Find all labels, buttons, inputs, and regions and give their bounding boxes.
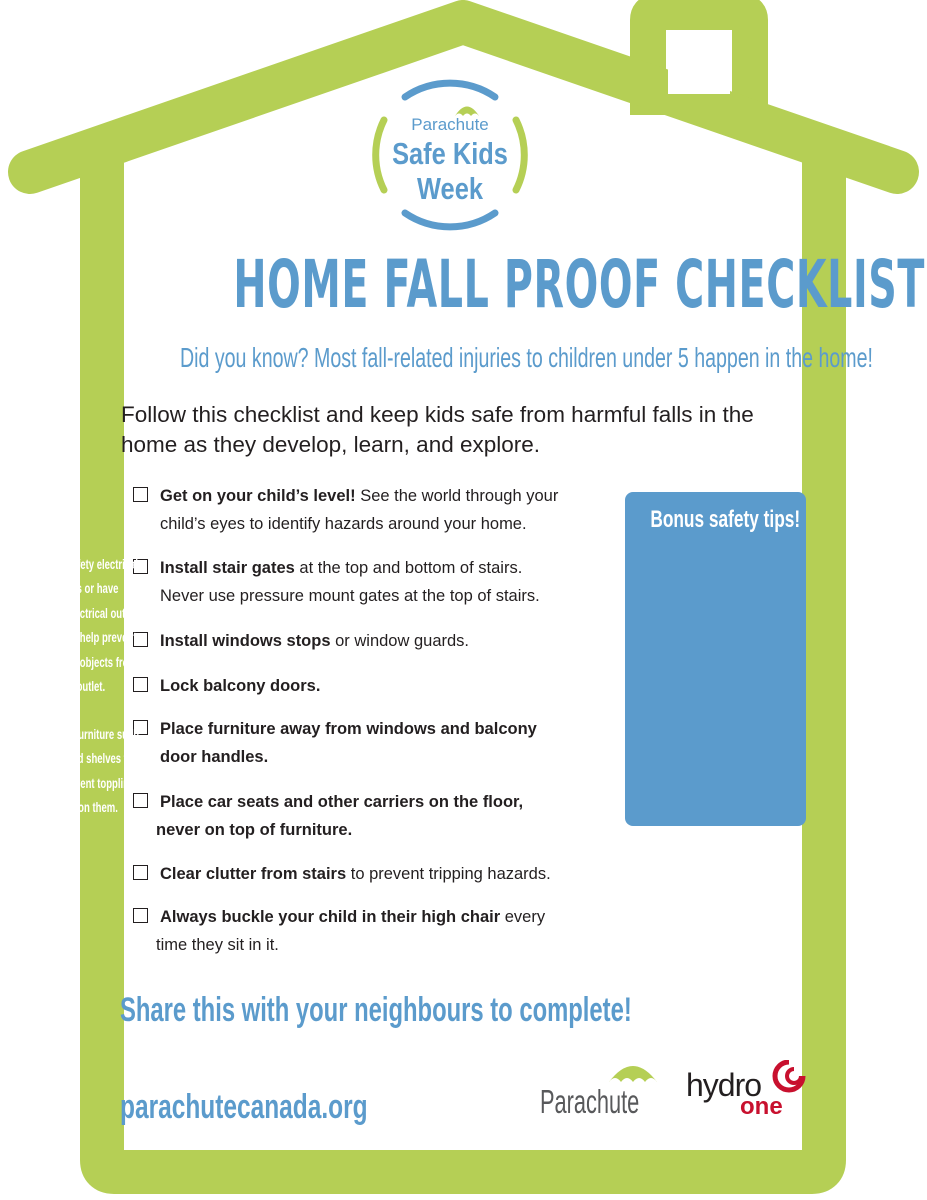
bonus-line: plugs or covers or have — [11, 580, 119, 597]
checkbox[interactable] — [133, 487, 148, 502]
share-message: Share this with your neighbours to complete! — [120, 991, 632, 1029]
parachute-sponsor-name: Parachute — [540, 1083, 640, 1120]
item-bold: Place furniture away from windows and balcony — [160, 720, 537, 738]
checkbox[interactable] — [133, 908, 148, 923]
checklist-item — [130, 715, 620, 771]
website-link[interactable]: parachutecanada.org — [120, 1088, 368, 1126]
hydro-sponsor-name: hydro — [686, 1067, 762, 1103]
item-bold: Get on your child’s level! — [160, 487, 356, 505]
item-text-line2: Never use pressure mount gates at the top of stairs. — [160, 587, 540, 605]
logo-line-2: Week — [417, 171, 483, 206]
checkbox[interactable] — [133, 865, 148, 880]
bonus-line: child-safety electrical outlets — [11, 604, 142, 621]
bonus-line: little fingers or objects from — [11, 653, 137, 670]
bonus-tip-2 — [11, 722, 167, 820]
bonus-line: going into the outlet. — [11, 678, 106, 695]
item-bold: Install windows stops — [160, 632, 331, 650]
bonus-line: Install child-safety electrical — [11, 556, 138, 572]
logo-line-1: Safe Kids — [392, 136, 508, 171]
item-text: at the top and bottom of stairs. — [294, 559, 523, 577]
checklist-item — [130, 482, 620, 538]
item-bold: Place car seats and other carriers on the floor, — [160, 793, 524, 811]
item-bold: Clear clutter from stairs — [160, 865, 347, 883]
bonus-tips-box — [625, 492, 806, 826]
logo-parachute-text: Parachute — [411, 115, 489, 134]
item-bold: Lock balcony doors. — [160, 677, 321, 695]
checklist-item — [130, 903, 620, 959]
bonus-line: Secure heavy furniture such — [11, 726, 140, 742]
item-bold: Install stair gates — [160, 559, 295, 577]
item-bold-line2: door handles. — [160, 748, 269, 766]
checklist-item — [130, 627, 620, 655]
one-sponsor-name: one — [740, 1093, 783, 1120]
bonus-line: the wall to prevent toppling if — [11, 774, 144, 791]
item-text: to prevent tripping hazards. — [346, 865, 551, 883]
safe-kids-week-logo — [370, 75, 530, 235]
did-you-know: Did you know? Most fall-related injuries to children under 5 happen in the home! — [180, 342, 873, 373]
checklist-item — [130, 860, 620, 888]
bonus-title: Bonus safety tips! — [650, 506, 801, 533]
item-text: See the world through your — [355, 487, 559, 505]
item-text-line2: time they sit in it. — [156, 936, 279, 954]
bonus-line: installed. They help prevent — [11, 629, 137, 646]
item-text: or window guards. — [330, 632, 470, 650]
page-title: HOME FALL PROOF CHECKLIST — [233, 246, 926, 323]
item-text-line2: child’s eyes to identify hazards around your home. — [160, 515, 527, 533]
item-bold: Always buckle your child in their high chair — [160, 908, 501, 926]
bonus-line: as dressers and shelves to — [11, 750, 133, 767]
intro-text: Follow this checklist and keep kids safe from harmful falls in the home as they develop, learn, and explore. — [121, 402, 754, 457]
checklist-item — [130, 672, 620, 700]
item-text: every — [500, 908, 546, 926]
bonus-tip-1 — [11, 552, 167, 698]
checklist-item — [130, 554, 620, 610]
bonus-line: children climb on them. — [11, 799, 118, 816]
item-bold-line2: never on top of furniture. — [156, 821, 353, 839]
checklist-item — [130, 788, 620, 844]
